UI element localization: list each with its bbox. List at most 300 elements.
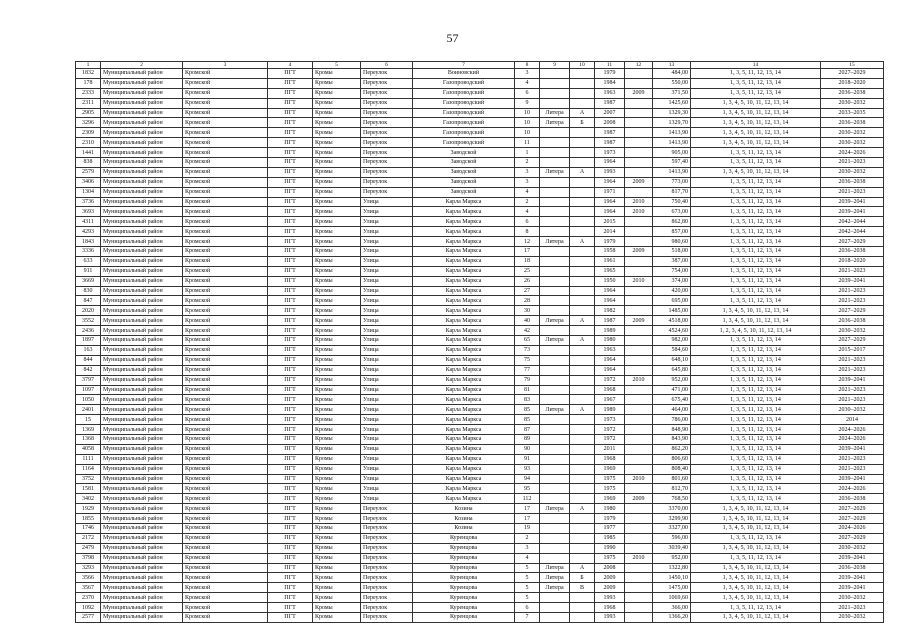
table-row <box>76 78 884 88</box>
table-cell <box>570 256 595 266</box>
column-number: 10 <box>570 62 595 69</box>
table-cell: 95 <box>515 484 540 494</box>
table-cell: 3566 <box>76 573 101 583</box>
table-row <box>76 316 884 326</box>
table-cell: 387,00 <box>653 256 691 266</box>
table-cell: 1, 3, 4, 5, 10, 11, 12, 13, 14 <box>691 612 821 622</box>
table-cell: Переулок <box>361 88 413 98</box>
table-cell: Муниципальный район <box>101 138 183 148</box>
table-cell: Газопроводский <box>413 98 515 108</box>
table-cell: Улица <box>361 276 413 286</box>
table-cell: 806,60 <box>653 454 691 464</box>
table-cell: 28 <box>515 296 540 306</box>
table-cell: 42 <box>515 326 540 336</box>
table-cell: Карла Маркса <box>413 326 515 336</box>
table-cell: 550,00 <box>653 78 691 88</box>
column-number: 5 <box>313 62 361 69</box>
table-cell: 1973 <box>595 148 625 158</box>
table-cell: Улица <box>361 405 413 415</box>
table-cell: 1369 <box>76 425 101 435</box>
table-cell: 4293 <box>76 227 101 237</box>
table-cell: Муниципальный район <box>101 187 183 197</box>
table-cell: Муниципальный район <box>101 227 183 237</box>
table-cell: Литера <box>540 118 570 128</box>
table-cell: 2021–2023 <box>821 464 884 474</box>
table-cell: 1, 3, 5, 11, 12, 13, 14 <box>691 78 821 88</box>
table-cell <box>570 434 595 444</box>
table-cell: ПГТ <box>268 355 313 365</box>
table-cell: Муниципальный район <box>101 108 183 118</box>
table-cell: 673,00 <box>653 207 691 217</box>
table-cell: Газопроводский <box>413 88 515 98</box>
table-cell <box>540 395 570 405</box>
table-cell: Карла Маркса <box>413 207 515 217</box>
table-cell: 2 <box>515 158 540 168</box>
table-cell: Муниципальный район <box>101 464 183 474</box>
table-cell: 4524,60 <box>653 326 691 336</box>
table-cell: Муниципальный район <box>101 69 183 79</box>
table-cell: 1425,60 <box>653 98 691 108</box>
table-cell: 518,00 <box>653 247 691 257</box>
table-cell <box>540 177 570 187</box>
table-cell: 3567 <box>76 583 101 593</box>
table-cell: 10 <box>515 118 540 128</box>
table-cell <box>570 494 595 504</box>
table-cell: Улица <box>361 454 413 464</box>
table-cell: Кромы <box>313 514 361 524</box>
table-cell: Литера <box>540 405 570 415</box>
table-cell: 2021–2023 <box>821 266 884 276</box>
table-cell: Муниципальный район <box>101 494 183 504</box>
table-cell: 675,40 <box>653 395 691 405</box>
table-cell: 2027–2029 <box>821 514 884 524</box>
table-cell: Переулок <box>361 603 413 613</box>
table-row <box>76 553 884 563</box>
table-cell: ПГТ <box>268 237 313 247</box>
table-cell: 584,60 <box>653 345 691 355</box>
table-cell: 1980 <box>595 336 625 346</box>
table-cell: Кромской <box>183 593 268 603</box>
table-cell: Кромской <box>183 395 268 405</box>
table-cell <box>570 276 595 286</box>
table-cell: 94 <box>515 474 540 484</box>
table-cell: Улица <box>361 395 413 405</box>
table-cell: 1, 3, 5, 11, 12, 13, 14 <box>691 603 821 613</box>
table-cell: 2021–2023 <box>821 603 884 613</box>
table-cell <box>625 167 653 177</box>
table-cell: Муниципальный район <box>101 345 183 355</box>
table-cell: Кромы <box>313 237 361 247</box>
table-cell: Заводской <box>413 177 515 187</box>
table-cell: Кромы <box>313 336 361 346</box>
table-cell: Улица <box>361 286 413 296</box>
table-cell: 4311 <box>76 217 101 227</box>
table-cell: 10 <box>515 108 540 118</box>
table-cell <box>625 118 653 128</box>
table-cell: Кромы <box>313 118 361 128</box>
table-cell: Переулок <box>361 167 413 177</box>
table-cell: 1989 <box>595 326 625 336</box>
table-cell: 1111 <box>76 454 101 464</box>
table-cell: Кромы <box>313 474 361 484</box>
table-cell: ПГТ <box>268 434 313 444</box>
column-number: 8 <box>515 62 540 69</box>
table-cell <box>540 444 570 454</box>
table-cell <box>625 355 653 365</box>
table-cell <box>570 306 595 316</box>
table-cell: ПГТ <box>268 563 313 573</box>
table-cell: 3327,00 <box>653 523 691 533</box>
table-cell: 1929 <box>76 504 101 514</box>
table-cell: 2024–2026 <box>821 425 884 435</box>
table-cell: 2015 <box>595 217 625 227</box>
table-cell <box>540 158 570 168</box>
table-cell <box>540 207 570 217</box>
table-cell <box>570 217 595 227</box>
table-cell: Переулок <box>361 138 413 148</box>
table-cell: 1, 3, 4, 5, 10, 11, 12, 13, 14 <box>691 543 821 553</box>
table-cell: Кромской <box>183 543 268 553</box>
table-cell: Карла Маркса <box>413 385 515 395</box>
table-cell: Переулок <box>361 177 413 187</box>
table-cell: Кромской <box>183 375 268 385</box>
table-cell: 1, 3, 5, 11, 12, 13, 14 <box>691 454 821 464</box>
table-cell: 1964 <box>595 296 625 306</box>
table-cell: Кромской <box>183 108 268 118</box>
table-cell: Кромы <box>313 345 361 355</box>
table-cell: 1441 <box>76 148 101 158</box>
table-cell: 2011 <box>595 444 625 454</box>
table-row <box>76 326 884 336</box>
table-cell: 1, 3, 5, 11, 12, 13, 14 <box>691 247 821 257</box>
table-cell: 420,00 <box>653 286 691 296</box>
table-cell: 112 <box>515 494 540 504</box>
table-cell: Карла Маркса <box>413 494 515 504</box>
table-cell <box>540 553 570 563</box>
table-cell <box>570 177 595 187</box>
table-cell: ПГТ <box>268 573 313 583</box>
table-cell: Воиновский <box>413 69 515 79</box>
table-cell: Карла Маркса <box>413 365 515 375</box>
table-cell: Кромы <box>313 365 361 375</box>
table-cell: Кромской <box>183 296 268 306</box>
table-cell <box>625 533 653 543</box>
table-cell: Муниципальный район <box>101 128 183 138</box>
table-cell: 1, 3, 5, 11, 12, 13, 14 <box>691 177 821 187</box>
table-cell: 1, 3, 5, 11, 12, 13, 14 <box>691 296 821 306</box>
table-cell: 9 <box>515 98 540 108</box>
table-cell: Муниципальный район <box>101 88 183 98</box>
table-cell: 2010 <box>625 375 653 385</box>
table-cell: ПГТ <box>268 296 313 306</box>
table-cell: 2039–2041 <box>821 197 884 207</box>
table-cell <box>625 296 653 306</box>
table-cell <box>540 138 570 148</box>
table-row <box>76 286 884 296</box>
table-cell: Переулок <box>361 78 413 88</box>
table-cell: Муниципальный район <box>101 593 183 603</box>
table-cell <box>540 474 570 484</box>
table-cell: Кромской <box>183 266 268 276</box>
table-cell: Карла Маркса <box>413 286 515 296</box>
table-cell: ПГТ <box>268 177 313 187</box>
table-cell: 3299,90 <box>653 514 691 524</box>
table-cell: Кромской <box>183 207 268 217</box>
table-cell: Муниципальный район <box>101 395 183 405</box>
table-cell: 3336 <box>76 247 101 257</box>
table-cell: Литера <box>540 336 570 346</box>
table-cell: 1, 3, 5, 11, 12, 13, 14 <box>691 197 821 207</box>
table-cell: 1968 <box>595 454 625 464</box>
table-cell: 6 <box>515 217 540 227</box>
table-cell: А <box>570 504 595 514</box>
table-cell <box>540 365 570 375</box>
table-cell: Муниципальный район <box>101 177 183 187</box>
table-cell: Литера <box>540 573 570 583</box>
table-cell: 1, 3, 5, 11, 12, 13, 14 <box>691 553 821 563</box>
table-row <box>76 237 884 247</box>
table-cell: 1, 3, 4, 5, 10, 11, 12, 13, 14 <box>691 504 821 514</box>
table-cell: Муниципальный район <box>101 504 183 514</box>
table-row <box>76 583 884 593</box>
table-cell: 1975 <box>595 484 625 494</box>
table-cell <box>570 385 595 395</box>
table-cell: Переулок <box>361 118 413 128</box>
table-cell: ПГТ <box>268 464 313 474</box>
table-cell: 83 <box>515 395 540 405</box>
table-cell: Муниципальный район <box>101 553 183 563</box>
table-cell: Карла Маркса <box>413 256 515 266</box>
table-cell: Кромы <box>313 603 361 613</box>
table-cell: 371,50 <box>653 88 691 98</box>
table-cell: Муниципальный район <box>101 336 183 346</box>
table-cell: Карла Маркса <box>413 375 515 385</box>
table-cell: 844 <box>76 355 101 365</box>
table-cell: 5 <box>515 593 540 603</box>
table-cell <box>625 326 653 336</box>
table-row <box>76 434 884 444</box>
table-cell: 2009 <box>595 583 625 593</box>
table-row <box>76 128 884 138</box>
table-cell: А <box>570 336 595 346</box>
column-number: 1 <box>76 62 101 69</box>
table-cell: А <box>570 108 595 118</box>
table-cell: 1413,90 <box>653 138 691 148</box>
table-cell <box>625 108 653 118</box>
table-cell: Кромы <box>313 247 361 257</box>
table-cell: 1832 <box>76 69 101 79</box>
table-cell: 862,20 <box>653 444 691 454</box>
table-cell <box>625 514 653 524</box>
table-cell: Кромы <box>313 434 361 444</box>
table-cell <box>540 98 570 108</box>
table-cell: Карла Маркса <box>413 464 515 474</box>
table-cell: Муниципальный район <box>101 375 183 385</box>
table-cell <box>540 523 570 533</box>
table-cell: 2 <box>515 533 540 543</box>
table-cell <box>625 78 653 88</box>
table-cell: ПГТ <box>268 415 313 425</box>
table-cell: 2033–2035 <box>821 108 884 118</box>
table-cell: Кромской <box>183 494 268 504</box>
table-cell: 1964 <box>595 365 625 375</box>
table-cell: 1, 3, 4, 5, 10, 11, 12, 13, 14 <box>691 514 821 524</box>
table-cell: 2009 <box>625 316 653 326</box>
table-cell: 2036–2038 <box>821 247 884 257</box>
table-cell: Кромы <box>313 573 361 583</box>
table-cell: 1968 <box>595 603 625 613</box>
table-cell: 1 <box>515 148 540 158</box>
table-cell: 1, 3, 5, 11, 12, 13, 14 <box>691 375 821 385</box>
table-row <box>76 385 884 395</box>
column-number: 3 <box>183 62 268 69</box>
table-cell: Улица <box>361 474 413 484</box>
table-cell: 3296 <box>76 118 101 128</box>
table-cell: 3552 <box>76 316 101 326</box>
table-cell: Улица <box>361 425 413 435</box>
table-cell: 1975 <box>595 474 625 484</box>
table-cell: 1967 <box>595 395 625 405</box>
table-cell: Кромы <box>313 454 361 464</box>
table-cell: Переулок <box>361 573 413 583</box>
table-cell: 2021–2023 <box>821 395 884 405</box>
table-cell: Улица <box>361 345 413 355</box>
table-cell: 2370 <box>76 593 101 603</box>
table-cell: 3293 <box>76 563 101 573</box>
table-cell <box>625 434 653 444</box>
table-cell <box>625 612 653 622</box>
table-row <box>76 355 884 365</box>
table-cell: 1979 <box>595 514 625 524</box>
table-cell <box>540 187 570 197</box>
table-cell: 3736 <box>76 197 101 207</box>
table-cell: 857,00 <box>653 227 691 237</box>
table-row <box>76 148 884 158</box>
table-cell: 7 <box>515 612 540 622</box>
table-cell <box>625 237 653 247</box>
table-cell: 12 <box>515 237 540 247</box>
table-cell: ПГТ <box>268 286 313 296</box>
table-cell: 1965 <box>595 266 625 276</box>
table-cell <box>625 256 653 266</box>
table-cell: 2007 <box>595 108 625 118</box>
table-cell <box>540 227 570 237</box>
table-cell: 1050 <box>76 395 101 405</box>
table-cell: 1979 <box>595 237 625 247</box>
table-cell: 982,00 <box>653 336 691 346</box>
table-row <box>76 256 884 266</box>
table-cell: 4 <box>515 187 540 197</box>
table-row <box>76 415 884 425</box>
table-cell <box>625 69 653 79</box>
table-cell <box>625 148 653 158</box>
table-cell: Кромской <box>183 336 268 346</box>
table-cell: Кромской <box>183 98 268 108</box>
table-cell: Переулок <box>361 533 413 543</box>
table-row <box>76 405 884 415</box>
table-cell <box>570 88 595 98</box>
table-cell: Кромы <box>313 543 361 553</box>
table-cell: 3693 <box>76 207 101 217</box>
table-cell: 1993 <box>595 167 625 177</box>
table-row <box>76 177 884 187</box>
table-cell <box>570 296 595 306</box>
table-cell: 1843 <box>76 237 101 247</box>
column-number: 15 <box>821 62 884 69</box>
table-cell: Кромской <box>183 553 268 563</box>
table-cell: Кромы <box>313 553 361 563</box>
table-cell: Кромской <box>183 405 268 415</box>
table-cell: ПГТ <box>268 148 313 158</box>
table-row <box>76 464 884 474</box>
table-cell: 2039–2041 <box>821 553 884 563</box>
table-cell: 2009 <box>625 494 653 504</box>
table-cell: 65 <box>515 336 540 346</box>
table-cell: 2905 <box>76 108 101 118</box>
table-cell: 1097 <box>76 385 101 395</box>
table-cell: 2036–2038 <box>821 177 884 187</box>
table-cell: Кромской <box>183 276 268 286</box>
table-cell: 1985 <box>595 533 625 543</box>
table-cell: 4058 <box>76 444 101 454</box>
table-cell: Кромы <box>313 78 361 88</box>
table-row <box>76 523 884 533</box>
table-cell: Карла Маркса <box>413 237 515 247</box>
table-cell: 1746 <box>76 523 101 533</box>
table-cell: Карла Маркса <box>413 415 515 425</box>
table-cell: 648,10 <box>653 355 691 365</box>
table-cell: Муниципальный район <box>101 148 183 158</box>
table-cell: Куренцова <box>413 612 515 622</box>
table-cell <box>540 425 570 435</box>
table-cell: ПГТ <box>268 256 313 266</box>
table-cell: 1964 <box>595 355 625 365</box>
table-cell: Переулок <box>361 593 413 603</box>
table-cell: Кромской <box>183 138 268 148</box>
table-cell: 2039–2041 <box>821 583 884 593</box>
table-cell <box>570 514 595 524</box>
table-cell: 1, 3, 4, 5, 10, 11, 12, 13, 14 <box>691 108 821 118</box>
table-cell: Карла Маркса <box>413 444 515 454</box>
table-cell: Куренцова <box>413 553 515 563</box>
table-cell: Кромской <box>183 177 268 187</box>
table-cell: Кромы <box>313 464 361 474</box>
table-row <box>76 494 884 504</box>
table-cell: 952,00 <box>653 375 691 385</box>
table-cell <box>570 207 595 217</box>
table-cell: Кромской <box>183 286 268 296</box>
table-cell <box>540 88 570 98</box>
table-cell: Кромы <box>313 177 361 187</box>
table-cell: Улица <box>361 306 413 316</box>
table-cell: Муниципальный район <box>101 523 183 533</box>
table-cell: 1, 3, 5, 11, 12, 13, 14 <box>691 158 821 168</box>
table-cell: Карла Маркса <box>413 197 515 207</box>
table-cell: Куренцова <box>413 563 515 573</box>
table-cell: Улица <box>361 444 413 454</box>
table-cell <box>570 227 595 237</box>
table-cell: Кромской <box>183 355 268 365</box>
table-cell: ПГТ <box>268 425 313 435</box>
table-cell <box>625 395 653 405</box>
table-cell: 980,60 <box>653 237 691 247</box>
table-row <box>76 573 884 583</box>
table-cell: 1, 3, 5, 11, 12, 13, 14 <box>691 256 821 266</box>
table-cell: Карла Маркса <box>413 434 515 444</box>
table-cell: 1, 3, 5, 11, 12, 13, 14 <box>691 88 821 98</box>
table-cell: Карла Маркса <box>413 306 515 316</box>
table-cell: 2042–2044 <box>821 217 884 227</box>
